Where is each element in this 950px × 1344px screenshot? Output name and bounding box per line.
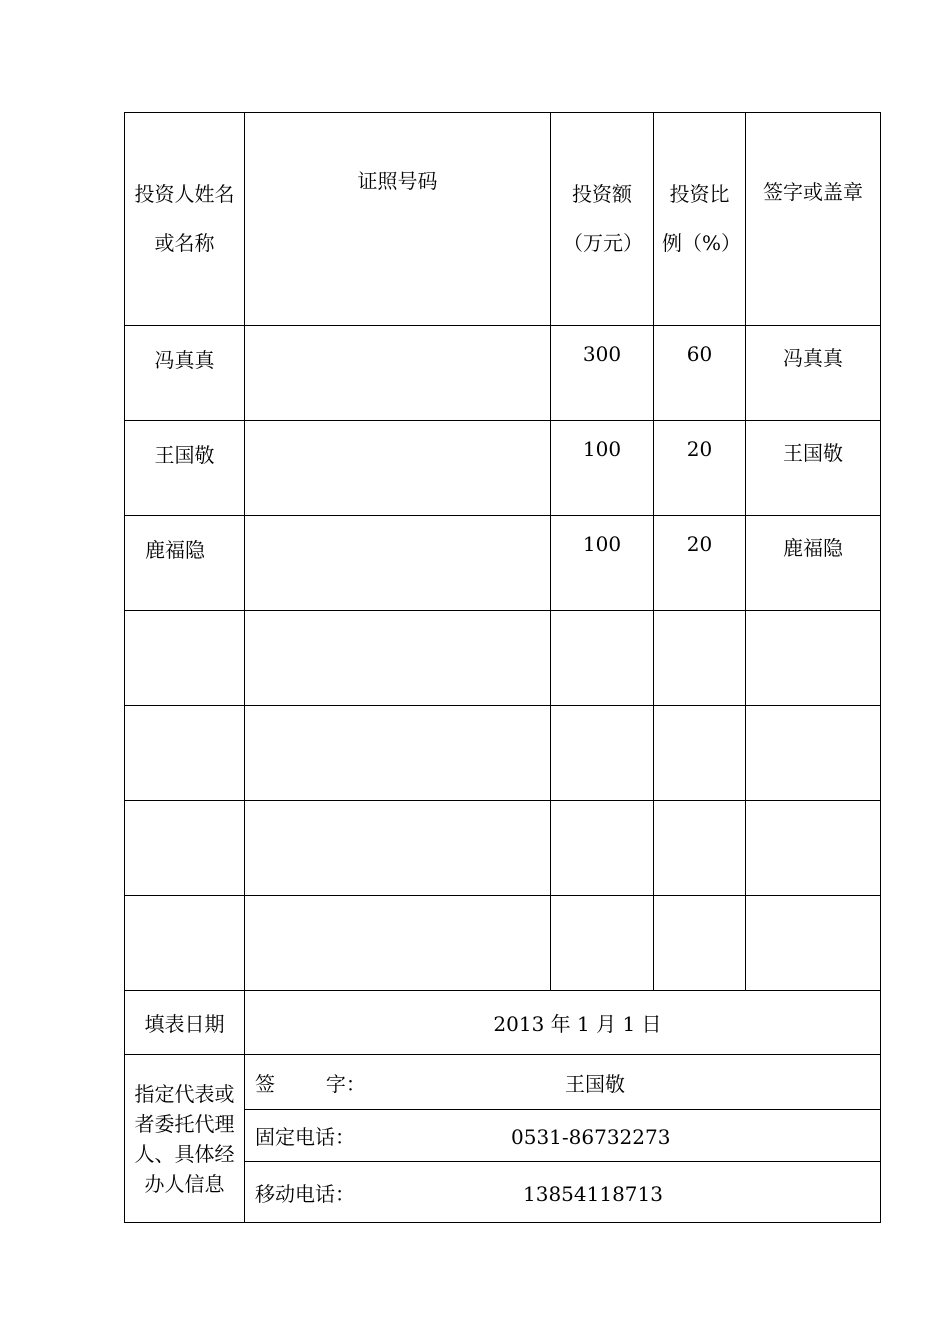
table-row xyxy=(125,326,881,421)
ratio[interactable] xyxy=(654,896,746,991)
header-id: 证照号码 xyxy=(245,113,551,326)
signature[interactable]: 冯真真 xyxy=(746,326,881,421)
header-sign: 签字或盖章 xyxy=(746,113,881,326)
id-number[interactable] xyxy=(245,326,551,421)
id-number[interactable] xyxy=(245,611,551,706)
signature[interactable] xyxy=(746,801,881,896)
header-name: 投资人姓名或名称 xyxy=(134,182,235,255)
header-ratio-cell xyxy=(654,113,746,326)
signature-value[interactable]: 王国敬 xyxy=(565,1071,625,1096)
table-row xyxy=(125,706,881,801)
fill-date-row xyxy=(125,991,881,1055)
investor-name[interactable] xyxy=(125,611,245,706)
amount[interactable]: 100 xyxy=(551,516,654,611)
ratio[interactable] xyxy=(654,801,746,896)
signature[interactable] xyxy=(746,611,881,706)
ratio[interactable] xyxy=(654,611,746,706)
amount[interactable] xyxy=(551,801,654,896)
mobile-value[interactable]: 13854118713 xyxy=(523,1181,663,1206)
header-name-cell xyxy=(125,113,245,326)
table-row xyxy=(125,516,881,611)
amount[interactable]: 300 xyxy=(551,326,654,421)
ratio[interactable] xyxy=(654,706,746,801)
fill-date-value[interactable]: 2013 年 1 月 1 日 xyxy=(245,991,881,1055)
id-number[interactable] xyxy=(245,896,551,991)
signature-label: 签 字： xyxy=(255,1071,366,1096)
amount[interactable] xyxy=(551,896,654,991)
mobile-label: 移动电话： xyxy=(255,1181,355,1206)
header-ratio: 投资比例（%） xyxy=(662,182,742,255)
ratio[interactable]: 60 xyxy=(654,326,746,421)
investor-name[interactable]: 冯真真 xyxy=(125,326,245,421)
header-amount: 投资额（万元） xyxy=(563,182,643,255)
representative-label: 指定代表或者委托代理人、具体经办人信息 xyxy=(125,1055,245,1223)
table-row xyxy=(125,801,881,896)
table-row xyxy=(125,896,881,991)
header-row xyxy=(125,113,881,326)
signature[interactable] xyxy=(746,896,881,991)
id-number[interactable] xyxy=(245,706,551,801)
table-row xyxy=(125,421,881,516)
signature[interactable]: 鹿福隐 xyxy=(746,516,881,611)
landline-label: 固定电话： xyxy=(255,1125,355,1149)
investor-name[interactable] xyxy=(125,706,245,801)
id-number[interactable] xyxy=(245,516,551,611)
investor-name[interactable] xyxy=(125,801,245,896)
signature[interactable]: 王国敬 xyxy=(746,421,881,516)
signature[interactable] xyxy=(746,706,881,801)
amount[interactable]: 100 xyxy=(551,421,654,516)
ratio[interactable]: 20 xyxy=(654,421,746,516)
investor-name[interactable]: 鹿福隐 xyxy=(125,516,245,611)
investor-name[interactable]: 王国敬 xyxy=(125,421,245,516)
landline-cell xyxy=(245,1110,881,1162)
investor-table xyxy=(124,112,881,1223)
landline-value[interactable]: 0531-86732273 xyxy=(511,1125,671,1149)
id-number[interactable] xyxy=(245,801,551,896)
table-row xyxy=(125,611,881,706)
investor-name[interactable] xyxy=(125,896,245,991)
representative-row-signature xyxy=(125,1055,881,1110)
id-number[interactable] xyxy=(245,421,551,516)
amount[interactable] xyxy=(551,611,654,706)
signature-cell xyxy=(245,1055,881,1110)
amount[interactable] xyxy=(551,706,654,801)
ratio[interactable]: 20 xyxy=(654,516,746,611)
fill-date-label: 填表日期 xyxy=(125,991,245,1055)
mobile-cell xyxy=(245,1162,881,1223)
header-amount-cell xyxy=(551,113,654,326)
